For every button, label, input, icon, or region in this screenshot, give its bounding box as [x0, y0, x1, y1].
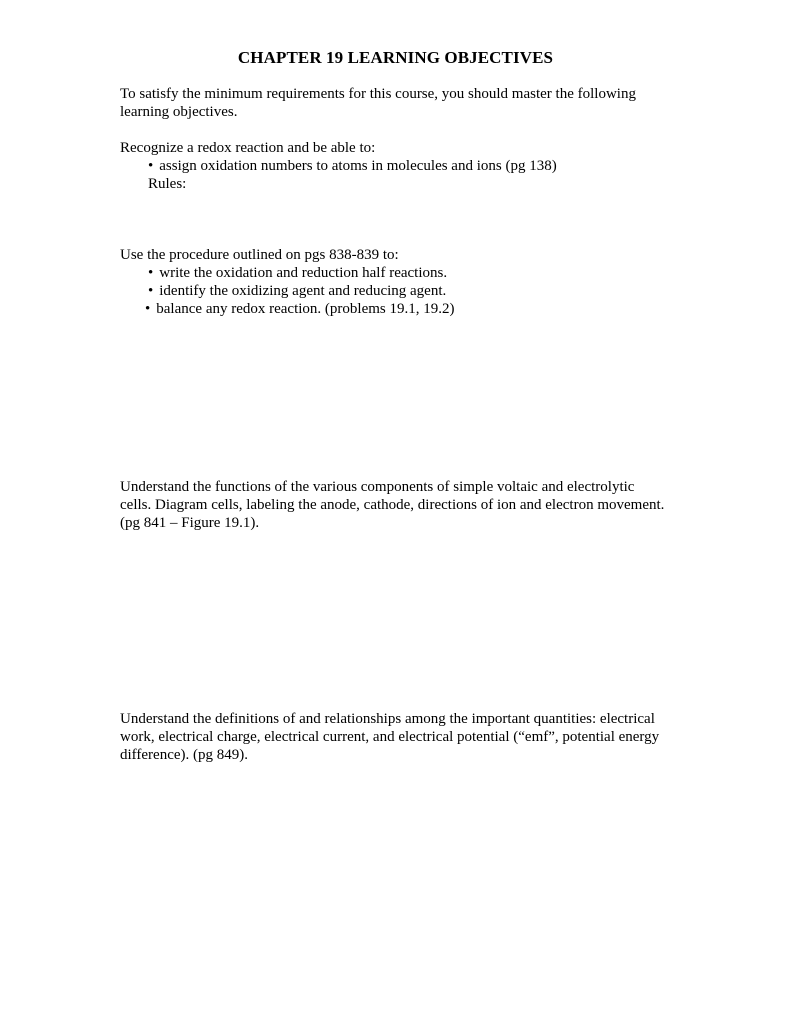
intro-paragraph: To satisfy the minimum requirements for this course, you should master the following learning objectives. [120, 86, 636, 120]
objective-procedure [120, 246, 665, 318]
rules-label: Rules: [148, 176, 187, 192]
bullet-icon: • [148, 283, 154, 299]
list-item [120, 282, 665, 300]
objective-lead: Use the procedure outlined on pgs 838-839 to: [120, 247, 399, 263]
list-item [120, 157, 665, 175]
objective-cells: Understand the functions of the various components of simple voltaic and electrolytic cells. Diagram cells, labeling the anode, cathode, directions of ion and electron movement. (pg 841 – Figure 19.1). [120, 479, 665, 531]
list-item-text: assign oxidation numbers to atoms in molecules and ions (pg 138) [159, 158, 557, 174]
list-item-text: identify the oxidizing agent and reducing agent. [159, 283, 447, 299]
bullet-icon: • [145, 301, 151, 317]
objective-redox-recognition [120, 139, 665, 193]
bullet-icon: • [148, 158, 154, 174]
bullet-icon: • [148, 265, 154, 281]
objective-quantities: Understand the definitions of and relationships among the important quantities: electrical work, electrical charge, electrical current, and electrical potential (“emf”, potential energy difference). (pg 849). [120, 711, 660, 763]
page-title: CHAPTER 19 LEARNING OBJECTIVES [237, 48, 554, 67]
list-item [120, 264, 665, 282]
objective-lead: Recognize a redox reaction and be able to: [120, 140, 376, 156]
list-item-text: write the oxidation and reduction half reactions. [159, 265, 448, 281]
list-item [120, 300, 665, 318]
list-item-text: balance any redox reaction. (problems 19.1, 19.2) [156, 301, 455, 317]
